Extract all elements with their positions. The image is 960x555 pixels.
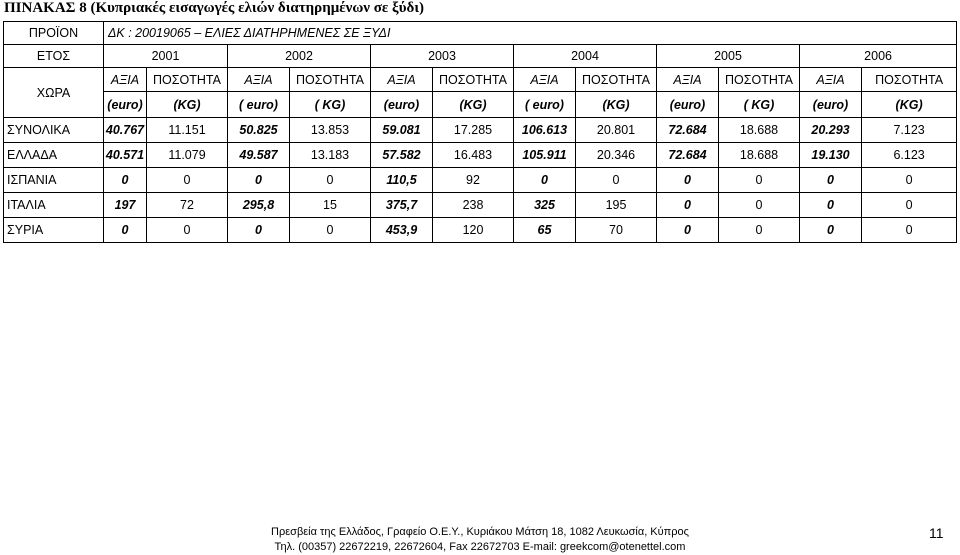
quantity-header: ΠΟΣΟΤΗΤΑ [862, 68, 957, 92]
year-2002: 2002 [228, 45, 371, 68]
product-value: ΔΚ : 20019065 – ΕΛΙΕΣ ΔΙΑΤΗΡΗΜΕΝΕΣ ΣΕ ΞΥΔΙ [104, 22, 957, 45]
value-header: ΑΞΙΑ [514, 68, 576, 92]
quantity-cell: 0 [290, 168, 371, 193]
value-cell: 19.130 [800, 143, 862, 168]
year-2003: 2003 [371, 45, 514, 68]
country-label: ΧΩΡΑ [4, 68, 104, 118]
quantity-header: ΠΟΣΟΤΗΤΑ [433, 68, 514, 92]
quantity-cell: 6.123 [862, 143, 957, 168]
quantity-cell: 7.123 [862, 118, 957, 143]
unit-header: (KG) [862, 92, 957, 118]
unit-header: (euro) [371, 92, 433, 118]
quantity-cell: 238 [433, 193, 514, 218]
value-cell: 40.767 [104, 118, 147, 143]
country-cell: ΣΥΝΟΛΙΚΑ [4, 118, 104, 143]
value-cell: 72.684 [657, 118, 719, 143]
quantity-cell: 17.285 [433, 118, 514, 143]
value-cell: 106.613 [514, 118, 576, 143]
value-header: ΑΞΙΑ [800, 68, 862, 92]
imports-table [3, 21, 957, 243]
value-cell: 0 [104, 218, 147, 243]
quantity-cell: 0 [147, 168, 228, 193]
value-cell: 197 [104, 193, 147, 218]
quantity-cell: 0 [862, 168, 957, 193]
unit-header: ( euro) [228, 92, 290, 118]
quantity-cell: 0 [719, 218, 800, 243]
quantity-cell: 20.346 [576, 143, 657, 168]
value-cell: 0 [800, 168, 862, 193]
quantity-cell: 13.853 [290, 118, 371, 143]
quantity-cell: 120 [433, 218, 514, 243]
year-label: ΕΤΟΣ [4, 45, 104, 68]
value-cell: 59.081 [371, 118, 433, 143]
quantity-cell: 0 [862, 193, 957, 218]
quantity-cell: 70 [576, 218, 657, 243]
value-cell: 0 [657, 168, 719, 193]
quantity-cell: 13.183 [290, 143, 371, 168]
quantity-header: ΠΟΣΟΤΗΤΑ [719, 68, 800, 92]
footer-contact: Τηλ. (00357) 22672219, 22672604, Fax 22672703 E-mail: greekcom@otenettel.com [274, 541, 686, 553]
unit-header: (euro) [104, 92, 147, 118]
year-2001: 2001 [104, 45, 228, 68]
quantity-header: ΠΟΣΟΤΗΤΑ [147, 68, 228, 92]
value-cell: 295,8 [228, 193, 290, 218]
value-cell: 40.571 [104, 143, 147, 168]
value-cell: 65 [514, 218, 576, 243]
quantity-cell: 0 [719, 168, 800, 193]
value-cell: 0 [104, 168, 147, 193]
quantity-header: ΠΟΣΟΤΗΤΑ [576, 68, 657, 92]
year-2005: 2005 [657, 45, 800, 68]
quantity-cell: 18.688 [719, 143, 800, 168]
value-cell: 375,7 [371, 193, 433, 218]
table-row [4, 143, 957, 168]
year-2004: 2004 [514, 45, 657, 68]
quantity-header: ΠΟΣΟΤΗΤΑ [290, 68, 371, 92]
year-row [4, 45, 957, 68]
value-cell: 325 [514, 193, 576, 218]
value-cell: 72.684 [657, 143, 719, 168]
country-cell: ΣΥΡΙΑ [4, 218, 104, 243]
table-row [4, 218, 957, 243]
table-row [4, 193, 957, 218]
value-header: ΑΞΙΑ [657, 68, 719, 92]
unit-header: (euro) [800, 92, 862, 118]
value-header: ΑΞΙΑ [104, 68, 147, 92]
table-title: ΠΙΝΑΚΑΣ 8 (Κυπριακές εισαγωγές ελιών διατηρημένων σε ξύδι) [4, 0, 424, 16]
value-cell: 453,9 [371, 218, 433, 243]
value-cell: 0 [657, 218, 719, 243]
table-row [4, 168, 957, 193]
unit-header: (KG) [147, 92, 228, 118]
country-cell: ΙΣΠΑΝΙΑ [4, 168, 104, 193]
value-cell: 110,5 [371, 168, 433, 193]
unit-header: (KG) [576, 92, 657, 118]
value-header: ΑΞΙΑ [228, 68, 290, 92]
quantity-cell: 15 [290, 193, 371, 218]
unit-header-row [4, 92, 957, 118]
unit-header: ( KG) [290, 92, 371, 118]
value-cell: 50.825 [228, 118, 290, 143]
footer-address: Πρεσβεία της Ελλάδος, Γραφείο Ο.Ε.Υ., Κυριάκου Μάτση 18, 1082 Λευκωσία, Κύπρος [271, 526, 689, 538]
quantity-cell: 195 [576, 193, 657, 218]
value-cell: 0 [514, 168, 576, 193]
value-cell: 0 [800, 193, 862, 218]
quantity-cell: 16.483 [433, 143, 514, 168]
value-cell: 49.587 [228, 143, 290, 168]
quantity-cell: 11.079 [147, 143, 228, 168]
value-cell: 0 [228, 168, 290, 193]
country-cell: ΙΤΑΛΙΑ [4, 193, 104, 218]
quantity-cell: 0 [576, 168, 657, 193]
measure-header-row [4, 68, 957, 92]
quantity-cell: 0 [290, 218, 371, 243]
quantity-cell: 0 [862, 218, 957, 243]
quantity-cell: 20.801 [576, 118, 657, 143]
quantity-cell: 11.151 [147, 118, 228, 143]
quantity-cell: 18.688 [719, 118, 800, 143]
table-row [4, 118, 957, 143]
unit-header: ( euro) [514, 92, 576, 118]
value-cell: 0 [228, 218, 290, 243]
value-cell: 0 [800, 218, 862, 243]
page-number: 11 [929, 525, 944, 541]
quantity-cell: 72 [147, 193, 228, 218]
value-cell: 57.582 [371, 143, 433, 168]
unit-header: ( KG) [719, 92, 800, 118]
value-cell: 0 [657, 193, 719, 218]
quantity-cell: 0 [147, 218, 228, 243]
year-2006: 2006 [800, 45, 957, 68]
country-cell: ΕΛΛΑΔΑ [4, 143, 104, 168]
unit-header: (euro) [657, 92, 719, 118]
value-header: ΑΞΙΑ [371, 68, 433, 92]
product-label: ΠΡΟΪΟΝ [4, 22, 104, 45]
product-row [4, 22, 957, 45]
unit-header: (KG) [433, 92, 514, 118]
quantity-cell: 92 [433, 168, 514, 193]
value-cell: 20.293 [800, 118, 862, 143]
value-cell: 105.911 [514, 143, 576, 168]
quantity-cell: 0 [719, 193, 800, 218]
